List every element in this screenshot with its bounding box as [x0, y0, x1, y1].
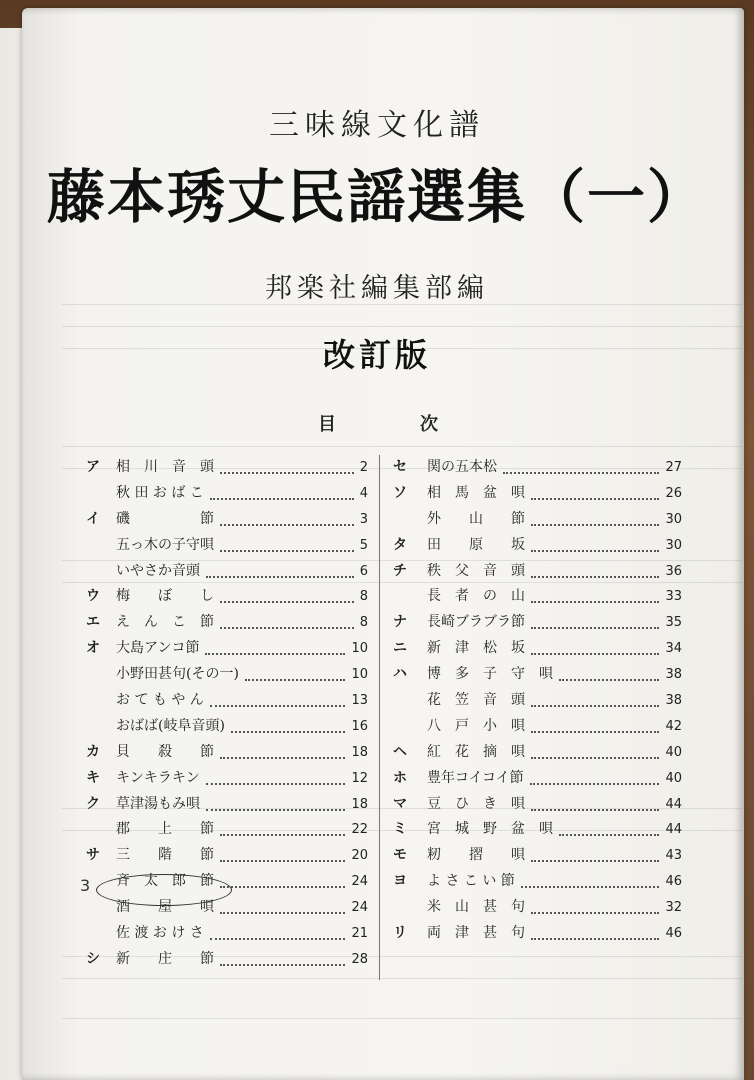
page-number: 44 — [665, 796, 682, 812]
leader-dots — [531, 498, 659, 500]
leader-dots — [530, 783, 659, 785]
index-letter: ヘ — [393, 743, 407, 760]
page-number: 16 — [351, 718, 368, 734]
toc-entry — [86, 843, 368, 869]
toc-entry — [86, 662, 368, 688]
song-title: 相 川 音 頭 — [116, 459, 214, 475]
song-title: 田 原 坂 — [427, 536, 525, 553]
song-title: 磯 節 — [116, 510, 214, 527]
index-letter: ソ — [393, 484, 407, 501]
leader-dots — [531, 757, 659, 759]
toc-entry — [393, 792, 682, 818]
leader-dots — [559, 679, 659, 681]
index-letter: ハ — [393, 666, 407, 683]
toc-entry — [393, 817, 682, 843]
leader-dots — [220, 757, 345, 759]
leader-dots — [210, 498, 354, 500]
toc-heading-left: 目 — [318, 414, 336, 435]
song-title: 三 階 節 — [116, 847, 214, 864]
toc-entry — [86, 947, 368, 973]
page-number: 13 — [351, 693, 368, 709]
song-title: 外 山 節 — [427, 510, 525, 527]
page-number: 30 — [665, 537, 682, 553]
song-title: 豊年コイコイ節 — [427, 769, 524, 786]
index-letter: シ — [86, 950, 100, 967]
leader-dots — [210, 938, 345, 940]
index-letter: オ — [86, 640, 100, 657]
page-number: 8 — [359, 615, 368, 631]
page-number: 18 — [351, 796, 368, 812]
song-title: 斉 太 郎 節 — [116, 873, 214, 890]
song-title: 小野田甚句(その一) — [116, 666, 239, 683]
toc-entry — [393, 533, 682, 559]
toc-entry — [393, 559, 682, 585]
page-number: 35 — [665, 615, 682, 631]
page-number: 12 — [351, 770, 368, 786]
song-title: キンキラキン — [116, 769, 200, 786]
toc-entry — [86, 688, 368, 714]
leader-dots — [220, 886, 345, 888]
song-title: 佐 渡 お け さ — [116, 925, 204, 942]
book-subtitle: 三味線文化譜 — [269, 108, 485, 143]
song-title: え ん こ 節 — [116, 614, 214, 631]
toc-entry — [393, 662, 682, 688]
leader-dots — [531, 912, 659, 914]
song-title: 長 者 の 山 — [427, 588, 525, 605]
index-letter: タ — [393, 536, 407, 553]
leader-dots — [531, 524, 659, 526]
toc-entry — [86, 817, 368, 843]
leader-dots — [205, 653, 345, 655]
toc-entry — [393, 636, 682, 662]
song-title: 籾 摺 唄 — [427, 847, 525, 864]
song-title: 秩 父 音 頭 — [427, 562, 525, 579]
toc-entry — [86, 559, 368, 585]
song-title: 紅 花 摘 唄 — [427, 743, 525, 760]
page-number: 33 — [665, 589, 682, 605]
index-letter: エ — [86, 614, 100, 631]
page-number: 22 — [351, 822, 368, 838]
leader-dots — [521, 886, 659, 888]
leader-dots — [220, 912, 345, 914]
page-number: 28 — [351, 951, 368, 967]
toc-right-column — [393, 455, 682, 947]
toc-entry — [86, 455, 368, 481]
leader-dots — [531, 550, 659, 552]
index-letter: ホ — [393, 769, 407, 786]
page-number: 10 — [351, 667, 368, 683]
song-title: 八 戸 小 唄 — [427, 717, 525, 734]
leader-dots — [531, 627, 659, 629]
leader-dots — [206, 783, 345, 785]
song-title: 新 津 松 坂 — [427, 640, 525, 657]
page-number: 36 — [665, 563, 682, 579]
song-title: 博 多 子 守 唄 — [427, 666, 553, 683]
toc-entry — [86, 740, 368, 766]
page-number: 27 — [665, 460, 682, 475]
toc-entry — [393, 766, 682, 792]
page-number: 38 — [665, 667, 682, 683]
bleed-through-line — [62, 446, 742, 447]
song-title: 米 山 甚 句 — [427, 899, 525, 916]
song-title: 相 馬 盆 唄 — [427, 484, 525, 501]
bleed-through-line — [62, 1018, 742, 1019]
index-letter: イ — [86, 510, 100, 527]
toc-entry — [86, 792, 368, 818]
index-letter: ヨ — [393, 873, 407, 890]
song-title: よ さ こ い 節 — [427, 873, 515, 890]
song-title: 宮 城 野 盆 唄 — [427, 821, 553, 838]
song-title: いやさか音頭 — [116, 562, 200, 579]
page-number: 21 — [351, 926, 368, 942]
leader-dots — [245, 679, 345, 681]
leader-dots — [531, 653, 659, 655]
page-number: 44 — [665, 822, 682, 838]
toc-heading-right: 次 — [420, 414, 438, 435]
index-letter: ウ — [86, 588, 100, 605]
toc-entry — [393, 740, 682, 766]
toc-entry — [86, 533, 368, 559]
toc-entry — [86, 714, 368, 740]
leader-dots — [220, 601, 354, 603]
page-number: 34 — [665, 641, 682, 657]
page-number: 4 — [359, 485, 368, 501]
toc-entry — [86, 636, 368, 662]
handwritten-mark: 3 — [80, 876, 91, 895]
page-number: 24 — [351, 874, 368, 890]
page-number: 10 — [351, 641, 368, 657]
index-letter: モ — [393, 847, 407, 864]
index-letter: ナ — [393, 614, 407, 631]
song-title: 花 笠 音 頭 — [427, 692, 525, 709]
page-number: 26 — [665, 485, 682, 501]
toc-entry — [393, 455, 682, 481]
toc-entry — [393, 921, 682, 947]
bleed-through-line — [62, 326, 742, 327]
page-number: 46 — [665, 874, 682, 890]
leader-dots — [220, 627, 354, 629]
leader-dots — [220, 550, 354, 552]
song-title: 郡 上 節 — [116, 821, 214, 838]
toc-entry — [86, 766, 368, 792]
page-number: 6 — [359, 563, 368, 579]
page-number: 18 — [351, 744, 368, 760]
song-title: 新 庄 節 — [116, 950, 214, 967]
leader-dots — [531, 705, 659, 707]
page-number: 40 — [665, 744, 682, 760]
page-number: 3 — [359, 511, 368, 527]
song-title: 貝 殺 節 — [116, 743, 214, 760]
toc-entry — [86, 507, 368, 533]
index-letter: セ — [393, 459, 407, 475]
toc-entry — [393, 688, 682, 714]
song-title: 秋 田 お ば こ — [116, 484, 204, 501]
book-title: 藤本琇丈民謡選集（一） — [46, 163, 707, 231]
leader-dots — [559, 834, 659, 836]
song-title: おばば(岐阜音頭) — [116, 717, 225, 734]
page-number: 2 — [359, 460, 368, 475]
index-letter: ア — [86, 459, 100, 475]
leader-dots — [210, 705, 345, 707]
leader-dots — [531, 809, 659, 811]
toc-entry — [393, 584, 682, 610]
leader-dots — [206, 576, 354, 578]
page-number: 8 — [359, 589, 368, 605]
song-title: 両 津 甚 句 — [427, 925, 525, 942]
index-letter: カ — [86, 743, 100, 760]
song-title: 酒 屋 唄 — [116, 899, 214, 916]
page-number: 30 — [665, 511, 682, 527]
index-letter: キ — [86, 769, 100, 786]
page-number: 43 — [665, 848, 682, 864]
page-number: 46 — [665, 926, 682, 942]
leader-dots — [531, 731, 659, 733]
leader-dots — [220, 964, 345, 966]
leader-dots — [220, 834, 345, 836]
page-number: 24 — [351, 900, 368, 916]
toc-entry — [393, 895, 682, 921]
toc-entry — [86, 481, 368, 507]
leader-dots — [531, 576, 659, 578]
index-letter: マ — [393, 795, 407, 812]
song-title: 関の五本松 — [427, 459, 497, 475]
song-title: 豆 ひ き 唄 — [427, 795, 525, 812]
page-number: 40 — [665, 770, 682, 786]
page-number: 5 — [359, 537, 368, 553]
toc-entry — [393, 507, 682, 533]
index-letter: サ — [86, 847, 100, 864]
toc-entry — [86, 610, 368, 636]
song-title: 長崎ブラブラ節 — [427, 614, 525, 631]
song-title: お て も や ん — [116, 692, 204, 709]
page-number: 32 — [665, 900, 682, 916]
leader-dots — [503, 472, 659, 474]
song-title: 草津湯もみ唄 — [116, 795, 200, 812]
toc-entry — [393, 481, 682, 507]
leader-dots — [206, 809, 345, 811]
toc-entry — [393, 610, 682, 636]
song-title: 五っ木の子守唄 — [116, 536, 214, 553]
toc-entry — [86, 584, 368, 610]
toc-entry — [393, 714, 682, 740]
song-title: 大島アンコ節 — [116, 640, 200, 657]
page-number: 20 — [351, 848, 368, 864]
bleed-through-line — [62, 978, 742, 979]
index-letter: リ — [393, 925, 407, 942]
leader-dots — [531, 601, 659, 603]
song-title: 梅 ぼ し — [116, 588, 214, 605]
handwritten-circle — [96, 874, 232, 906]
leader-dots — [220, 472, 354, 474]
leader-dots — [220, 524, 354, 526]
toc-entry — [393, 843, 682, 869]
page-number: 38 — [665, 693, 682, 709]
leader-dots — [220, 860, 345, 862]
edition-label: 改訂版 — [322, 336, 431, 374]
leader-dots — [231, 731, 345, 733]
leader-dots — [531, 938, 659, 940]
toc-entry — [86, 921, 368, 947]
index-letter: チ — [393, 562, 407, 579]
toc-entry — [393, 869, 682, 895]
index-letter: ミ — [393, 821, 407, 838]
page-number: 42 — [665, 718, 682, 734]
leader-dots — [531, 860, 659, 862]
index-letter: ニ — [393, 640, 407, 657]
editor-credit: 邦楽社編集部編 — [265, 273, 489, 304]
index-letter: ク — [86, 795, 100, 812]
column-divider — [379, 455, 380, 980]
